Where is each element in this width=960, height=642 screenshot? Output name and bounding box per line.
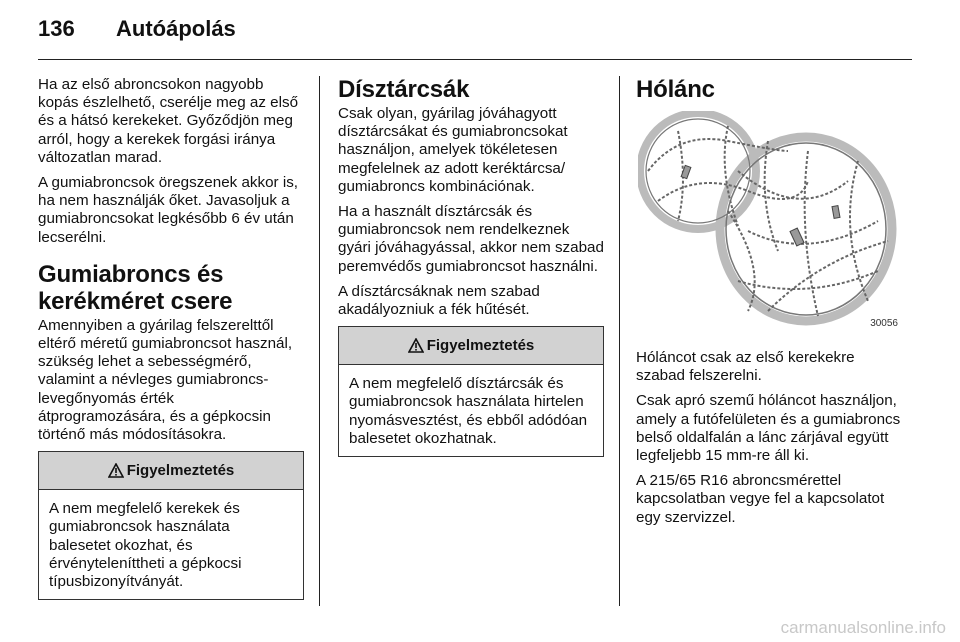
page-header: [38, 16, 912, 56]
column-3: [636, 76, 904, 534]
warning-box-covers: [338, 326, 604, 457]
paragraph-tire-aging: A gumiabroncsok öregszenek akkor is, ha nem használják őket. Javasoljuk a gumiabroncsokat legkésőbb 6 év után lecserélni.: [38, 174, 299, 246]
watermark: carmanualsonline.info: [780, 618, 946, 637]
column-1: [38, 76, 304, 600]
warning-text: A nem megfelelő dísztárcsák és gumiabroncsok használata hirtelen nyomásvesztést, és ebből adódóan balesetet okozhatnak.: [349, 375, 588, 447]
paragraph-tire-size-service: A 215/65 R16 abroncsmérettel kapcsolatban vegye fel a kapcsolatot egy szervizzel.: [636, 472, 885, 526]
warning-triangle-icon: [408, 338, 424, 353]
paragraph-front-only: Hóláncot csak az első kerekekre szabad felszerelni.: [636, 349, 855, 385]
header-rule: [38, 59, 912, 60]
figure-code: 30056: [870, 318, 898, 329]
page-title: Autóápolás: [116, 16, 236, 41]
warning-text: A nem megfelelő kerekek és gumiabroncsok használata balesetet okozhat, és érvényteleníttheti a gépkocsi típusbizonyítványát.: [49, 500, 242, 591]
paragraph-brake-cooling: A dísztárcsáknak nem szabad akadályozniuk a fék hűtését.: [338, 282, 540, 319]
column-divider-1: [319, 76, 320, 606]
snow-chain-illustration: [638, 111, 900, 329]
warning-title: Figyelmeztetés: [126, 462, 235, 480]
paragraph-rim-protector: Ha a használt dísztárcsák és gumiabroncsok nem rendelkeznek gyári jóváhagyással, akkor nem szabad peremvédős gumiabroncsot használni.: [338, 203, 604, 275]
column-divider-2: [619, 76, 620, 606]
heading-tire-size-change: Gumiabroncs és kerékméret csere: [38, 260, 233, 315]
warning-triangle-icon: [108, 463, 124, 478]
warning-box-wheels: [38, 451, 304, 600]
snow-chain-image: [638, 111, 900, 329]
paragraph-approved-covers: Csak olyan, gyárilag jóváhagyott dísztárcsákat és gumiabroncsokat használjon, amelyek tökéletesen megfelelnek az adott keréktárcsa/ gumiabroncs kombinációnak.: [338, 105, 568, 195]
warning-title: Figyelmeztetés: [426, 337, 535, 355]
paragraph-tire-size: Amennyiben a gyárilag felszerelttől eltérő méretű gumiabroncsot használ, szükség lehet a sebességmérő, valamint a névleges gumiabroncs-levegőnyomás érték átprogramozására, és a gépkocsin történő más módosításokra.: [38, 316, 293, 444]
paragraph-fine-link: Csak apró szemű hóláncot használjon, amely a futófelületen és a gumiabroncs belső oldalfalán a lánc zárjával együtt legfeljebb 15 mm-re áll ki.: [636, 392, 901, 465]
page-number: 136: [38, 16, 75, 41]
warning-header: [39, 452, 303, 490]
warning-header: [339, 327, 603, 365]
paragraph-tire-rotation: Ha az első abroncsokon nagyobb kopás észlelhető, cserélje meg az első és a hátsó kerekeket. Győződjön meg arról, hogy a kerekek forgási iránya változatlan marad.: [38, 76, 299, 166]
heading-wheel-covers: Dísztárcsák: [338, 76, 470, 103]
heading-snow-chains: Hólánc: [636, 76, 715, 103]
column-2: [338, 76, 604, 457]
